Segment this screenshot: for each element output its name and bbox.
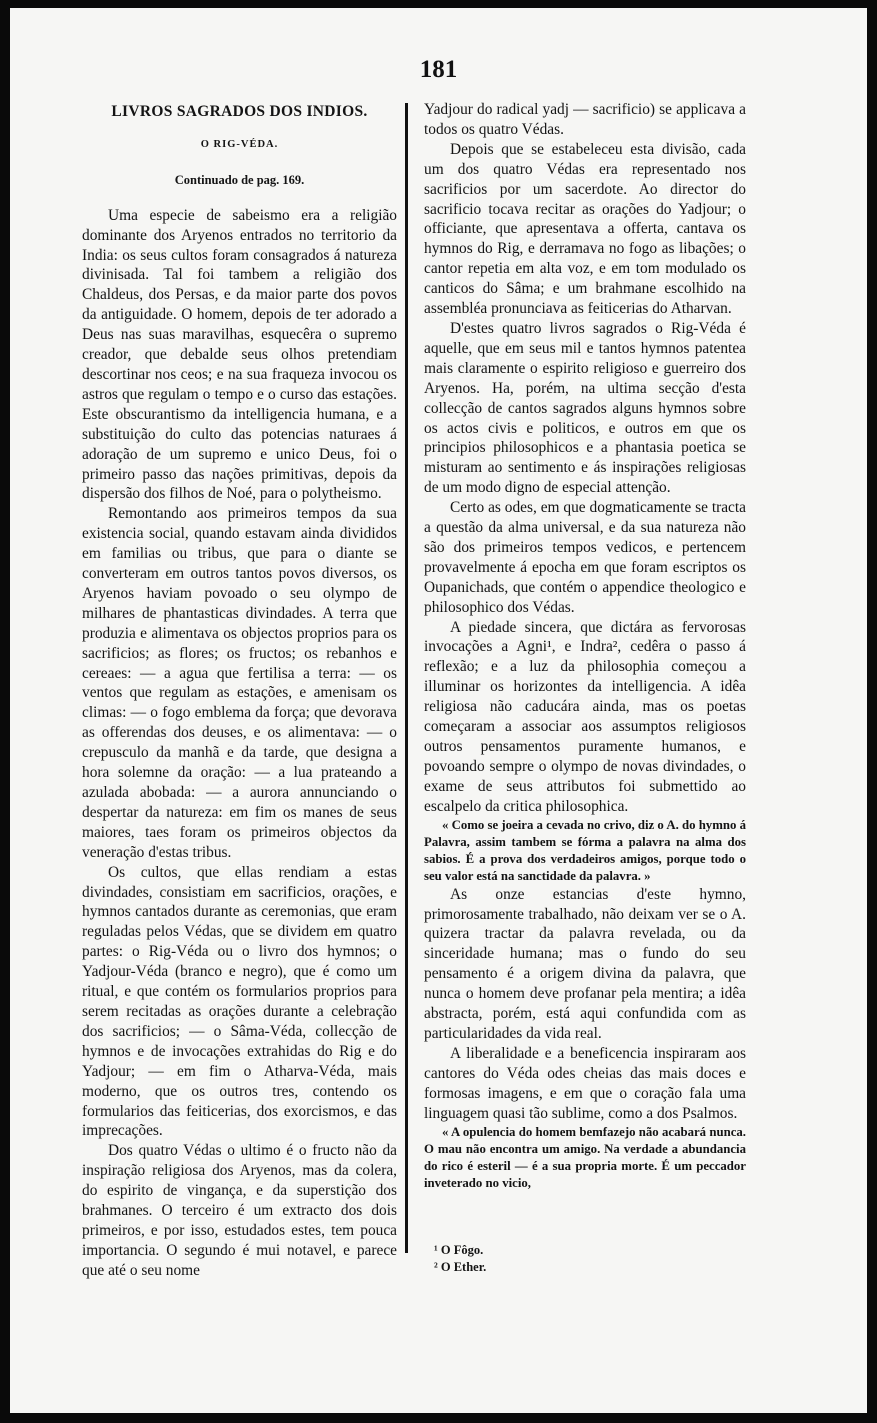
footnotes: [424, 1242, 746, 1276]
paragraph: Yadjour do radical yadj — sacrificio) se applicava a todos os quatro Védas.: [424, 101, 746, 138]
page-number: 181: [419, 56, 458, 83]
paragraph: Depois que se estabeleceu esta divisão, cada um dos quatro Védas era representado nos sacrificios por um sacerdote. Ao director do sacrificio tocava recitar as orações do Yadjour; o officiante, que apresentava a offerta, cantava os hymnos do Rig, e derramava no fogo as libações; o cantor repetia em alta voz, e em tom modulado os canticos do Sâma; e um brahmane escolhido na assembléa pronunciava as feiticerias do Atharvan.: [424, 140, 746, 318]
paragraph: A piedade sincera, que dictára as fervorosas invocações a Agni¹, e Indra², cedêra o passo á reflexão; e a luz da philosophia começou a illuminar os horizontes da intelligencia. A idêa religiosa não caducára ainda, mas os poetas começaram a associar aos assumptos religiosos outros pensamentos puramente humanos, e povoando sempre o olympo de novas divindades, o exame de seus attributos foi submettido ao escalpelo da critica philosophica.: [424, 618, 746, 815]
column-divider: [405, 103, 408, 1253]
paragraph: As onze estancias d'este hymno, primorosamente trabalhado, não deixam ver se o A. quizera tractar da palavra revelada, ou da sinceridade humana; mas o fundo do seu pensamento é a origem divina da palavra, que nunca o homem deve profanar pela mentira; a idêa abstracta, porém, está aqui confundida com as particularidades da vida real.: [424, 885, 746, 1042]
paragraph: D'estes quatro livros sagrados o Rig-Véda é aquelle, que em seus mil e tantos hymnos patentea mais claramente o espirito religioso e guerreiro dos Aryenos. Ha, porém, na ultima secção d'esta collecção de cantos sagrados alguns hymnos sobre os actos civis e politicos, e outros em que os principios philosophicos e a phantasia poetica se misturam ao sentimento e ás inspirações religiosas de um modo digno de especial attenção.: [424, 319, 746, 497]
article-title: LIVROS SAGRADOS DOS INDIOS.: [111, 103, 368, 120]
right-column: [424, 100, 746, 1276]
footnote: ² O Ether.: [434, 1259, 487, 1274]
footnote: ¹ O Fôgo.: [434, 1242, 484, 1257]
paragraph: A liberalidade e a beneficencia inspiraram aos cantores do Véda odes cheias das mais doces e formosas imagens, e em que o coração fala uma linguagem quasi tão sublime, como a dos Psalmos.: [424, 1044, 746, 1122]
article-subtitle: O RIG-VÉDA.: [200, 138, 279, 150]
quotation: « A opulencia do homem bemfazejo não acabará nunca. O mau não encontra um amigo. Na verdade a abundancia do rico é esteril — é a sua propria morte. É um peccador inveterado no vicio,: [424, 1124, 746, 1190]
continuation-note: Continuado de pag. 169.: [174, 172, 305, 187]
paragraph: Dos quatro Védas o ultimo é o fructo não da inspiração religiosa dos Aryenos, mas da colera, do espirito de vingança, e da superstição dos brahmanes. O terceiro é um extracto dos dois primeiros, e por isso, estudados estes, tem pouca importancia. O segundo é mui notavel, e parece que até o seu nome: [82, 1142, 397, 1279]
paragraph: Uma especie de sabeismo era a religião dominante dos Aryenos entrados no territorio da India: os seus cultos foram consagrados á natureza divinisada. Tal foi tambem a religião dos Chaldeus, dos Persas, e da maior parte dos povos da antiguidade. O homem, depois de ter adorado a Deus nas suas maravilhas, esquecêra o supremo creador, que debalde seus olhos pretendiam descortinar nos ceos; e na sua fraqueza invocou os astros que regulam o tempo e o curso das estações. Este obscurantismo da intelligencia humana, e a substituição do culto das potencias naturaes á adoração de um supremo e unico Deus, foi o primeiro passo das nações primitivas, depois da dispersão dos filhos de Noé, para o polytheismo.: [82, 206, 397, 503]
paragraph: Remontando aos primeiros tempos da sua existencia social, quando estavam ainda divididos em familias ou tribus, que para o diante se converteram em outros tantos povos diversos, os Aryenos haviam povoado o seu olympo de milhares de phantasticas divindades. A terra que produzia e alimentava os objectos proprios para os sacrificios; as flores; os fructos; os rebanhos e cereaes: — a agua que fertilisa a terra: — os ventos que regulam as estações, e amenisam os climas: — o fogo emblema da força; que devorava as offerendas dos deuses, e os alimentava: — o crepusculo da manhã e da tarde, que designa a hora solemne da oração: — a lua prateando a azulada abobada: — a aurora annunciando o despertar da natureza: em fim os manes de seus maiores, taes foram os primeiros objectos da veneração d'estas tribus.: [82, 505, 397, 861]
paragraph: Certo as odes, em que dogmaticamente se tracta a questão da alma universal, e da sua natureza não são dos primeiros tempos vedicos, e pertencem provavelmente á epocha em que foram escriptos os Oupanichads, que contém o appendice theologico e philosophico dos Védas.: [424, 499, 746, 616]
left-column: [82, 100, 397, 1281]
paragraph: Os cultos, que ellas rendiam a estas divindades, consistiam em sacrificios, orações, e hymnos cantados durante as ceremonias, que eram reguladas pelos Védas, que se dividem em quatro partes: o Rig-Véda ou o livro dos hymnos; o Yadjour-Véda (branco e negro), que é como um ritual, e que contém os formularios proprios para serem recitadas as orações durante a celebração dos sacrificios; — o Sâma-Véda, collecção de hymnos e de invocações extrahidas do Rig e do Yadjour; — em fim o Atharva-Véda, mais moderno, que os outros tres, contendo os formularios das feiticerias, dos exorcismos, e das imprecações.: [82, 863, 397, 1140]
quotation: « Como se joeira a cevada no crivo, diz o A. do hymno á Palavra, assim tambem se fórma a palavra na alma dos sabios. É a prova dos verdadeiros amigos, porque todo o seu valor está na sanctidade da palavra. »: [424, 817, 746, 883]
book-page: [10, 8, 867, 1413]
